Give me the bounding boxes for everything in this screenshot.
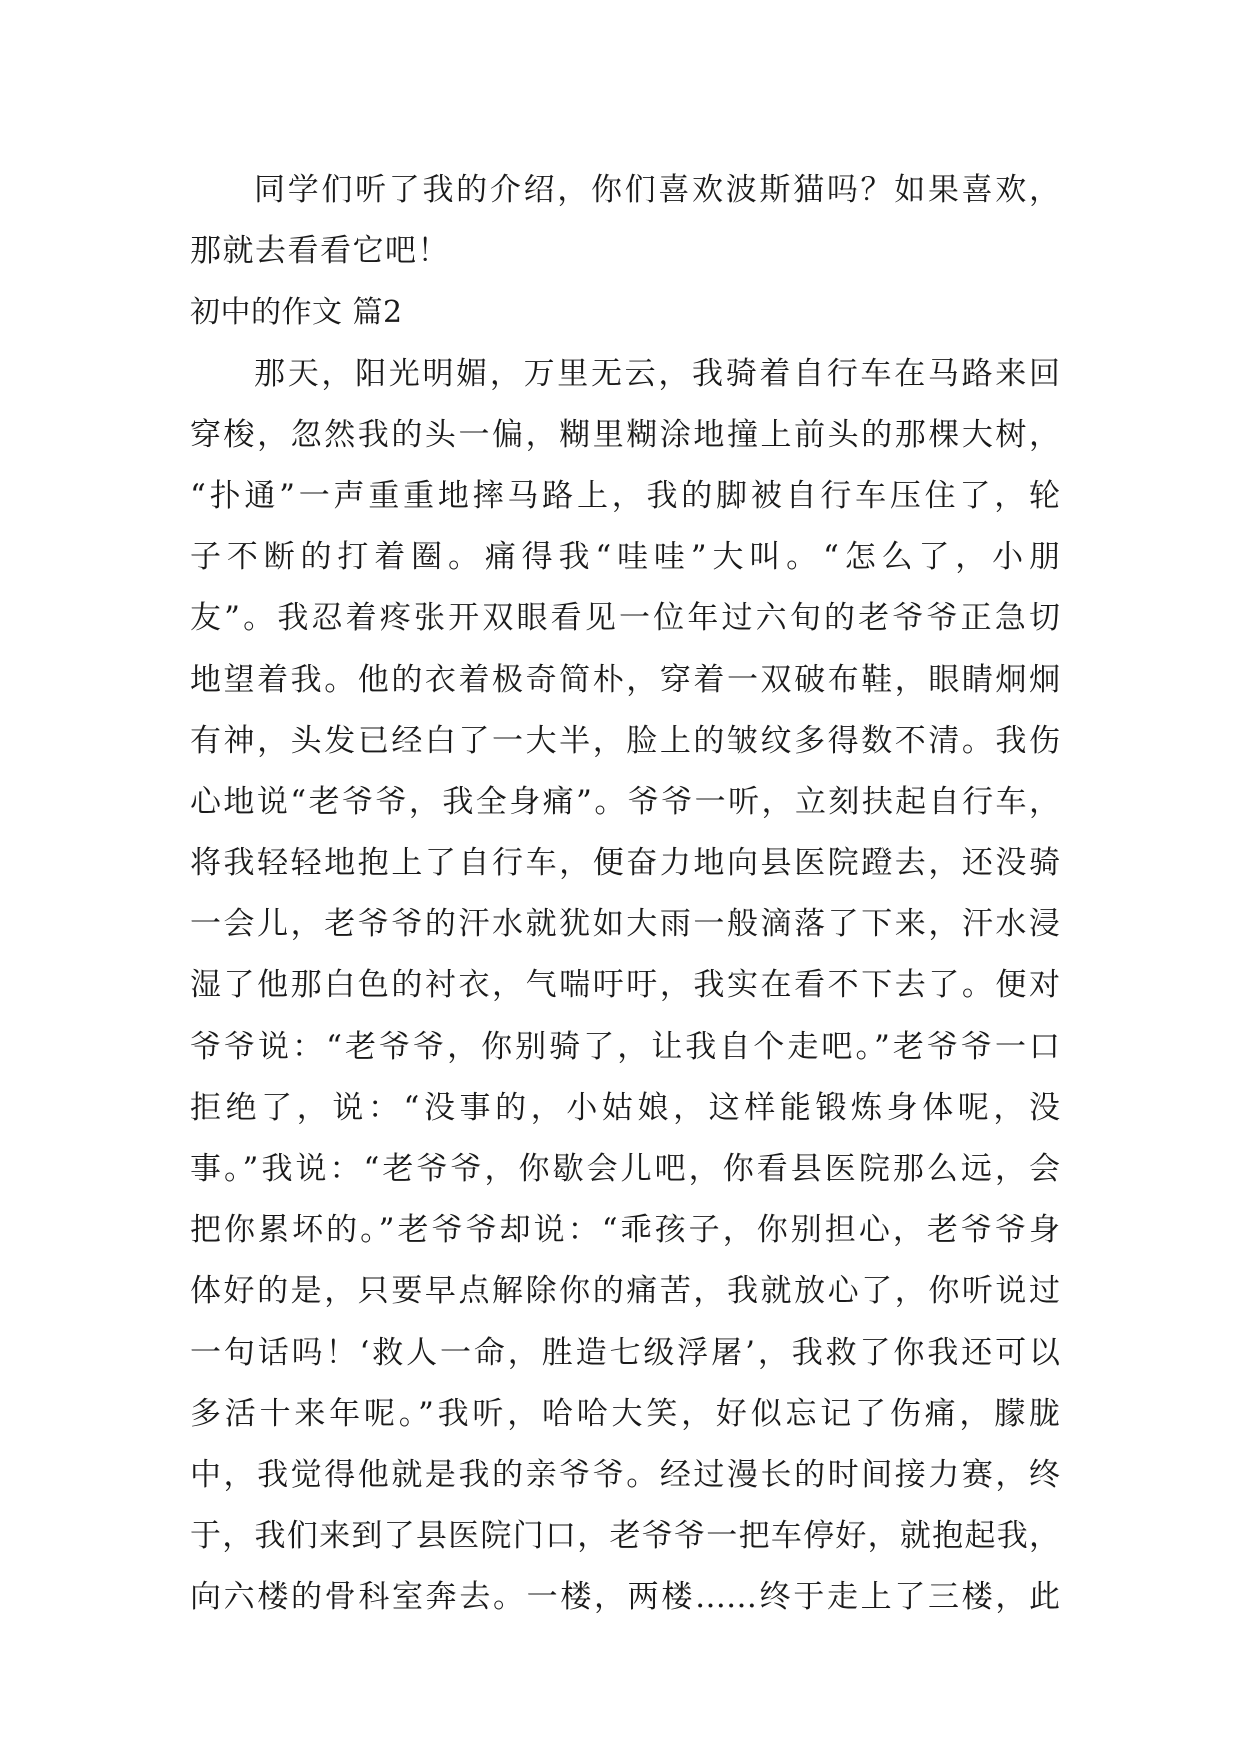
document-text — [190, 160, 1060, 1629]
body-paragraph-line: 多活十来年呢。”我听，哈哈大笑，好似忘记了伤痛，朦胧 — [190, 1395, 1060, 1432]
body-paragraph-line: 地望着我。他的衣着极奇简朴，穿着一双破布鞋，眼睛炯炯 — [190, 661, 1060, 698]
body-paragraph-line: 将我轻轻地抱上了自行车，便奋力地向县医院蹬去，还没骑 — [190, 845, 1060, 882]
body-paragraph-line: “扑通”一声重重地摔马路上，我的脚被自行车压住了，轮 — [190, 477, 1060, 514]
body-paragraph-line: 心地说“老爷爷，我全身痛”。爷爷一听，立刻扶起自行车， — [190, 783, 1060, 820]
body-paragraph-line: 向六楼的骨科室奔去。一楼，两楼……终于走上了三楼，此 — [190, 1579, 1060, 1616]
body-paragraph-line: 那天，阳光明媚，万里无云，我骑着自行车在马路来回 — [254, 355, 1060, 392]
body-paragraph-line: 友”。我忍着疼张开双眼看见一位年过六旬的老爷爷正急切 — [190, 600, 1060, 637]
body-paragraph-line: 有神，头发已经白了一大半，脸上的皱纹多得数不清。我伤 — [190, 722, 1060, 759]
body-paragraph-line: 事。”我说：“老爷爷，你歇会儿吧，你看县医院那么远，会 — [190, 1151, 1060, 1187]
intro-paragraph-line: 同学们听了我的介绍，你们喜欢波斯猫吗？如果喜欢， — [254, 172, 1060, 208]
body-paragraph-line: 于，我们来到了县医院门口，老爷爷一把车停好，就抱起我， — [190, 1518, 1060, 1555]
body-paragraph-line: 湿了他那白色的衬衣，气喘吁吁，我实在看不下去了。便对 — [190, 967, 1060, 1004]
body-paragraph-line: 体好的是，只要早点解除你的痛苦，我就放心了，你听说过 — [190, 1273, 1060, 1310]
body-paragraph-line: 拒绝了，说：“没事的，小姑娘，这样能锻炼身体呢，没 — [190, 1089, 1060, 1126]
body-paragraph-line: 中，我觉得他就是我的亲爷爷。经过漫长的时间接力赛，终 — [190, 1456, 1060, 1493]
body-paragraph-line: 爷爷说：“老爷爷，你别骑了，让我自个走吧。”老爷爷一口 — [190, 1028, 1060, 1065]
body-paragraph-line: 子不断的打着圈。痛得我“哇哇”大叫。“怎么了，小朋 — [190, 539, 1060, 576]
body-paragraph-line: 穿梭，忽然我的头一偏，糊里糊涂地撞上前头的那棵大树， — [190, 416, 1060, 453]
body-paragraph-line: 一会儿，老爷爷的汗水就犹如大雨一般滴落了下来，汗水浸 — [190, 906, 1060, 943]
section-heading: 初中的作文 篇2 — [190, 295, 403, 331]
intro-paragraph-line: 那就去看看它吧！ — [190, 233, 450, 270]
body-paragraph-line: 一句话吗！‘救人一命，胜造七级浮屠’，我救了你我还可以 — [190, 1334, 1060, 1371]
body-paragraph-line: 把你累坏的。”老爷爷却说：“乖孩子，你别担心，老爷爷身 — [190, 1212, 1060, 1249]
